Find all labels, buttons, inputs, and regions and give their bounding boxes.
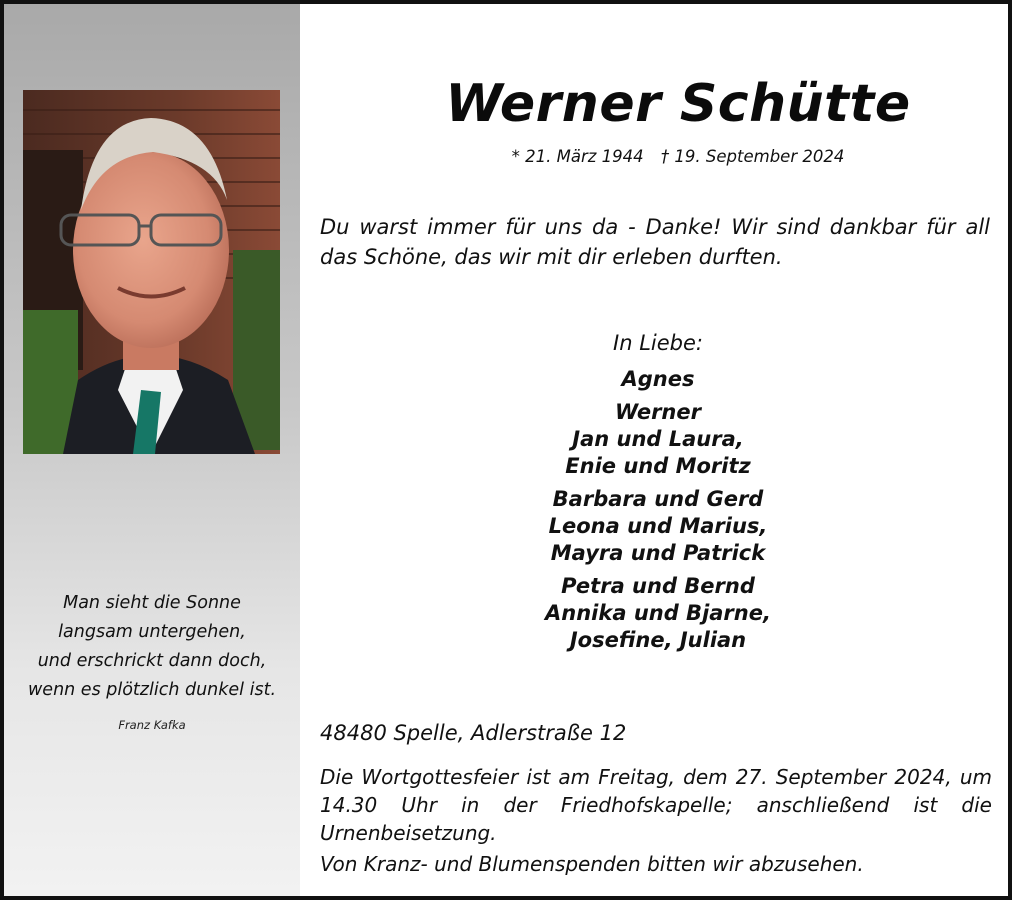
family-member: Agnes: [621, 367, 695, 391]
quote-line: wenn es plötzlich dunkel ist.: [27, 680, 277, 700]
quote-line: und erschrickt dann doch,: [37, 651, 267, 671]
family-member: Petra und Bernd: [561, 574, 755, 598]
main-content: [300, 4, 1008, 896]
in-love-label: In Liebe:: [613, 331, 703, 355]
family-member: Werner: [615, 400, 701, 424]
family-member: Barbara und Gerd: [552, 487, 764, 511]
quote-line: langsam untergehen,: [58, 622, 246, 642]
life-dates: [300, 147, 1012, 166]
service-info: Die Wortgottesfeier ist am Freitag, dem 27. September 2024, um 14.30 Uhr in der Friedhofskapelle; anschließend ist die Urnenbeisetzung.: [320, 765, 992, 845]
family-list: [300, 326, 1012, 654]
portrait-photo: [23, 90, 280, 454]
birth-date: * 21. März 1944: [511, 147, 644, 166]
family-group: [300, 573, 1012, 654]
quote-author: Franz Kafka: [118, 718, 186, 732]
family-member: Leona und Marius,: [548, 514, 768, 538]
flowers-note: Von Kranz- und Blumenspenden bitten wir abzusehen.: [320, 852, 864, 876]
family-member: Josefine, Julian: [569, 628, 747, 652]
family-member: Enie und Moritz: [565, 454, 751, 478]
portrait-image: [23, 90, 280, 454]
death-date: † 19. September 2024: [660, 147, 845, 166]
address: 48480 Spelle, Adlerstraße 12: [320, 721, 627, 745]
farewell-message: Du warst immer für uns da - Danke! Wir sind dankbar für all das Schöne, das wir mit dir erleben durften.: [320, 215, 990, 269]
family-group: [300, 399, 1012, 480]
family-member: Jan und Laura,: [572, 427, 744, 451]
family-member: Annika und Bjarne,: [545, 601, 771, 625]
quote-line: Man sieht die Sonne: [63, 593, 241, 613]
quote: [4, 589, 300, 705]
sidebar-panel: [4, 4, 300, 896]
family-member: Mayra und Patrick: [550, 541, 766, 565]
family-group: [300, 486, 1012, 567]
deceased-name: Werner Schütte: [445, 74, 911, 134]
family-group: [300, 366, 1012, 393]
